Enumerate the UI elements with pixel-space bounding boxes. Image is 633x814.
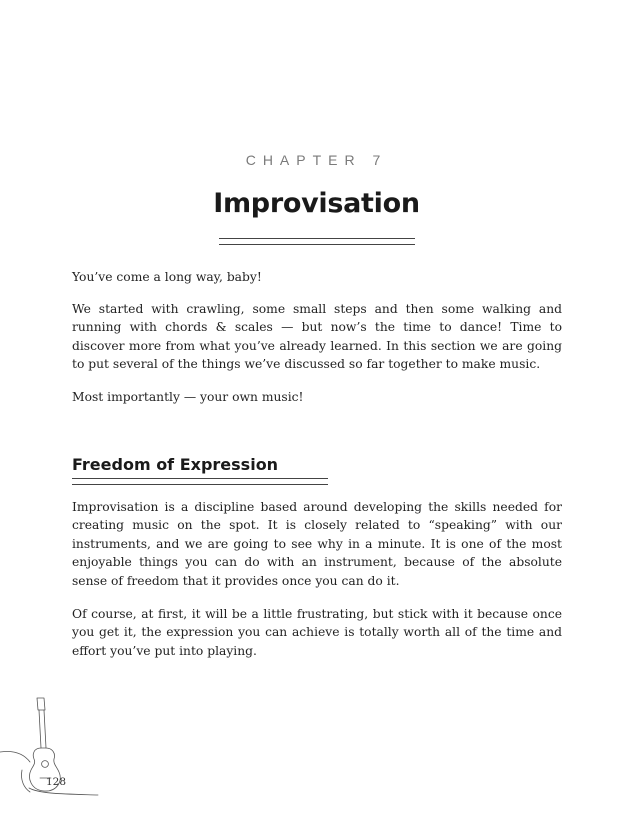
title-divider (219, 238, 415, 245)
intro-paragraph-3: Most importantly — your own music! (72, 390, 304, 404)
section-divider (72, 478, 328, 485)
chapter-label: CHAPTER 7 (245, 152, 388, 168)
page-number: 128 (46, 776, 67, 788)
section-heading: Freedom of Expression (72, 455, 279, 474)
section-paragraph-1: Improvisation is a discipline based around developing the skills needed for creating music on the spot. It is closely related to “speaking” with our instruments, and we are going to see why in a minute. It is one of the most enjoyable things you can do with an instrument, because of the absolute sense of freedom that it provides once you can do it. (72, 500, 562, 588)
section-paragraph-2: Of course, at first, it will be a little frustrating, but stick with it because once you get it, the expression you can achieve is totally worth all of the time and effort you’ve put into playing. (72, 607, 562, 658)
intro-paragraph-2: We started with crawling, some small steps and then some walking and running with chords & scales — but now’s the time to dance! Time to discover more from what you’ve already learned. In this section we are going to put several of the things we’ve discussed so far together to make music. (72, 302, 562, 372)
chapter-title: Improvisation (213, 188, 420, 219)
intro-paragraph-1: You’ve come a long way, baby! (72, 270, 262, 284)
